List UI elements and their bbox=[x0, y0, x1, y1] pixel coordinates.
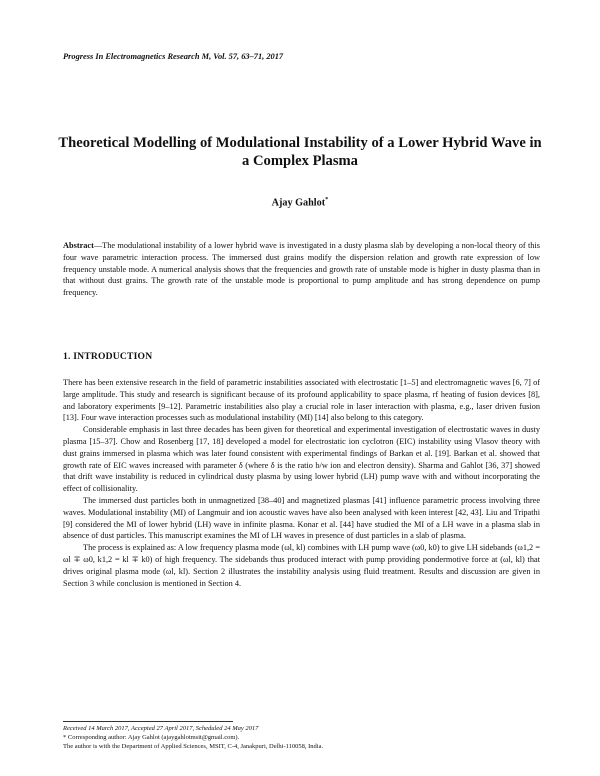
abstract bbox=[63, 240, 540, 299]
footnote-received: Received 14 March 2017, Accepted 27 April 2017, Scheduled 24 May 2017 bbox=[63, 725, 259, 732]
author-name: Ajay Gahlot bbox=[271, 197, 326, 209]
abstract-label: Abstract bbox=[63, 241, 94, 250]
paragraph-1: There has been extensive research in the field of parametric instabilities associated with electrostatic [1–5] and electromagnetic waves [6, 7] of large amplitude. This study and research is significant because of its profound applicability to space plasma, rf heating of fusion devices [8], and laboratory experiments [9–12]. Parametric instabilities also play a crucial role in laser interaction with plasma, e.g., laser driven fusion [13]. Four wave interaction processes such as modulational instability (MI) [14] also belong to this category. bbox=[63, 378, 540, 423]
section-body bbox=[63, 377, 540, 589]
paragraph-4: The process is explained as: A low frequency plasma mode (ωl, kl) combines with LH pump wave (ω0, k0) to give LH sidebands (ω1,2 = ωl ∓ ω0, k1,2 = kl ∓ k0) of high frequency. The sidebands thus produced interact with pump providing pondermotive force at (ωl, kl) that drives original plasma mode (ωl, kl). Section 2 illustrates the instability analysis using fluid treatment. Results and discussion are given in Section 3 while conclusion is mentioned in Section 4. bbox=[63, 543, 540, 588]
footnotes bbox=[63, 724, 540, 752]
abstract-text: —The modulational instability of a lower hybrid wave is investigated in a dusty plasma slab by developing a non-local theory of this four wave parametric interaction process. The immersed dust grains modify the dispersion relation and growth rate expression of low frequency unstable mode. A numerical analysis shows that the frequencies and growth rate of unstable mode is higher in dusty plasma than in that without dust grains. The growth rate of the unstable mode is proportional to pump amplitude and has strong dependence on pump frequency. bbox=[63, 241, 540, 298]
paragraph-3: The immersed dust particles both in unmagnetized [38–40] and magnetized plasmas [41] influence parametric process involving three waves. Modulational instability (MI) of Langmuir and ion acoustic waves have also been analysed with keen interest [42, 43]. Liu and Tripathi [9] considered the MI of lower hybrid (LH) wave in infinite plasma. Konar et al. [44] have studied the MI of a LH wave in a plasma slab in absence of dust particles. This manuscript examines the MI of LH waves in presence of dust particles in a slab of plasma. bbox=[63, 495, 540, 541]
footnote-corresponding: * Corresponding author: Ajay Gahlot (ajaygahlotmsit@gmail.com). bbox=[63, 734, 240, 742]
journal-header: Progress In Electromagnetics Research M, Vol. 57, 63–71, 2017 bbox=[63, 52, 284, 61]
paper-title: Theoretical Modelling of Modulational Instability of a Lower Hybrid Wave in a Complex Plasma bbox=[58, 135, 542, 169]
author-mark: * bbox=[325, 196, 329, 203]
paragraph-2: Considerable emphasis in last three decades has been given for theoretical and experimental investigation of electrostatic waves in dusty plasma [15–37]. Chow and Rosenberg [17, 18] developed a model for electrostatic ion cyclotron (EIC) instability using Vlasov theory with dust grains immersed in plasma which was later found consistent with experimental findings of Barkan et al. [19]. Barkan et al. showed that growth rate of EIC waves increased with parameter δ (where δ is the ratio b/w ion and electron density). Sharma and Gahlot [36, 37] showed that drift wave instability is reduced in cylindrical dusty plasma by using lower hybrid (LH) pump wave with and without incorporating the effect of collisionality. bbox=[63, 425, 540, 494]
author-line bbox=[0, 196, 600, 208]
section-heading: 1. INTRODUCTION bbox=[63, 351, 153, 362]
footnote-rule bbox=[63, 721, 233, 722]
footnote-affiliation: The author is with the Department of Applied Sciences, MSIT, C-4, Janakpuri, Delhi-110058, India. bbox=[63, 743, 324, 751]
